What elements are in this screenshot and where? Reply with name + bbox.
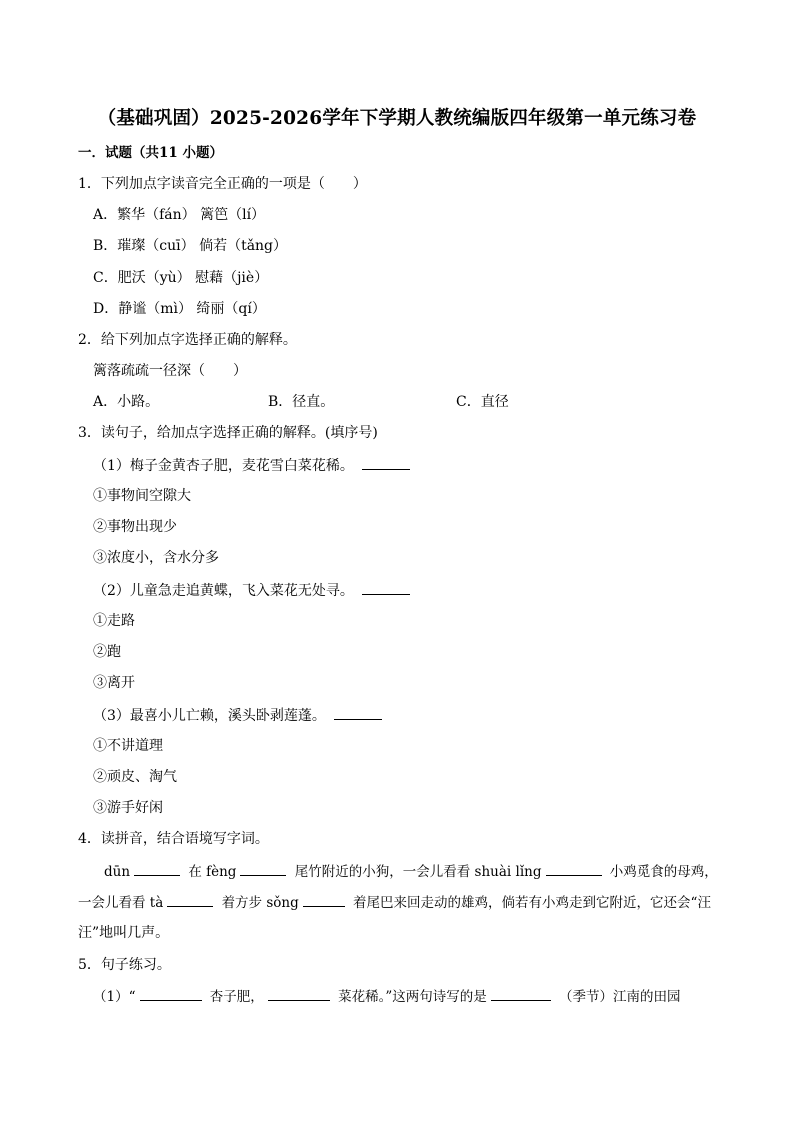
q5-text: 菜花稀。”这两句诗写的是 [338,989,487,1005]
answer-blank[interactable] [303,893,345,907]
q4-pinyin-dun: dūn [104,864,131,880]
q5-stem: 5．句子练习。 [78,957,171,973]
q5-text: （1）“ [93,989,136,1005]
q4-line-2 [78,893,711,912]
q2-stem: 2．给下列加点字选择正确的解释。 [78,332,297,348]
q3-part2-choice-1: ①走路 [93,613,135,629]
q5-line-1 [93,987,681,1006]
q1-option-c: C．肥沃（yù） 慰藉（jiè） [93,270,269,286]
answer-blank[interactable] [362,456,410,470]
q3-part1-choice-3: ③浓度小，含水分多 [93,550,219,566]
q4-text: 小鸡觅食的母鸡， [609,864,718,880]
q4-text: 一会儿看看 tà [78,895,164,911]
q1-option-a: A．繁华（fán） 篱笆（lí） [93,207,266,223]
answer-blank[interactable] [140,987,202,1001]
q3-part3-choice-3: ③游手好闲 [93,800,163,816]
q2-sentence: 篱落疏疏一径深（ ） [93,363,247,379]
q5-text: 杏子肥， [209,989,264,1005]
q4-text: 着方步 sǒng [221,895,299,911]
q4-stem: 4．读拼音，结合语境写字词。 [78,831,269,847]
q3-part1-text: （1）梅子金黄杏子肥，麦花雪白菜花稀。 [93,458,354,474]
q4-text: 尾竹附近的小狗，一会儿看看 shuài lǐng [294,864,542,880]
q4-text: 着尾巴来回走动的雄鸡，倘若有小鸡走到它附近，它还会“汪 [353,895,711,911]
q3-part3-sentence [93,706,386,725]
page-title: （基础巩固）2025-2026学年下学期人教统编版四年级第一单元练习卷 [97,108,697,129]
q4-text: 在 fèng [188,864,237,880]
answer-blank[interactable] [334,706,382,720]
answer-blank[interactable] [240,862,286,876]
q1-option-d: D．静谧（mì） 绮丽（qí） [93,301,266,317]
q3-part2-sentence [93,581,414,600]
q3-part2-choice-3: ③离开 [93,675,135,691]
q3-part1-choice-2: ②事物出现少 [93,519,177,535]
q3-part3-choice-1: ①不讲道理 [93,738,163,754]
q2-option-a: A．小路。 [93,394,160,410]
q3-part2-text: （2）儿童急走追黄蝶，飞入菜花无处寻。 [93,583,354,599]
q4-line-3: 汪”地叫几声。 [78,925,170,941]
answer-blank[interactable] [362,581,410,595]
q4-line-1 [104,862,718,881]
q5-text: （季节）江南的田园 [559,989,681,1005]
q3-part2-choice-2: ②跑 [93,644,121,660]
answer-blank[interactable] [134,862,180,876]
section-heading: 一．试题（共11 小题） [78,145,223,161]
answer-blank[interactable] [546,862,602,876]
q1-stem: 1．下列加点字读音完全正确的一项是（ ） [78,176,367,192]
answer-blank[interactable] [268,987,330,1001]
q2-option-c: C．直径 [456,394,509,410]
answer-blank[interactable] [167,893,213,907]
q3-part3-text: （3）最喜小儿亡赖，溪头卧剥莲蓬。 [93,708,326,724]
q2-option-b: B．径直。 [268,394,335,410]
q3-stem: 3．读句子，给加点字选择正确的解释。(填序号) [78,425,378,441]
q3-part1-choice-1: ①事物间空隙大 [93,488,191,504]
answer-blank[interactable] [491,987,551,1001]
q3-part3-choice-2: ②顽皮、淘气 [93,769,177,785]
q1-option-b: B．璀璨（cuī） 倘若（tǎng） [93,238,288,254]
q3-part1-sentence [93,456,414,475]
